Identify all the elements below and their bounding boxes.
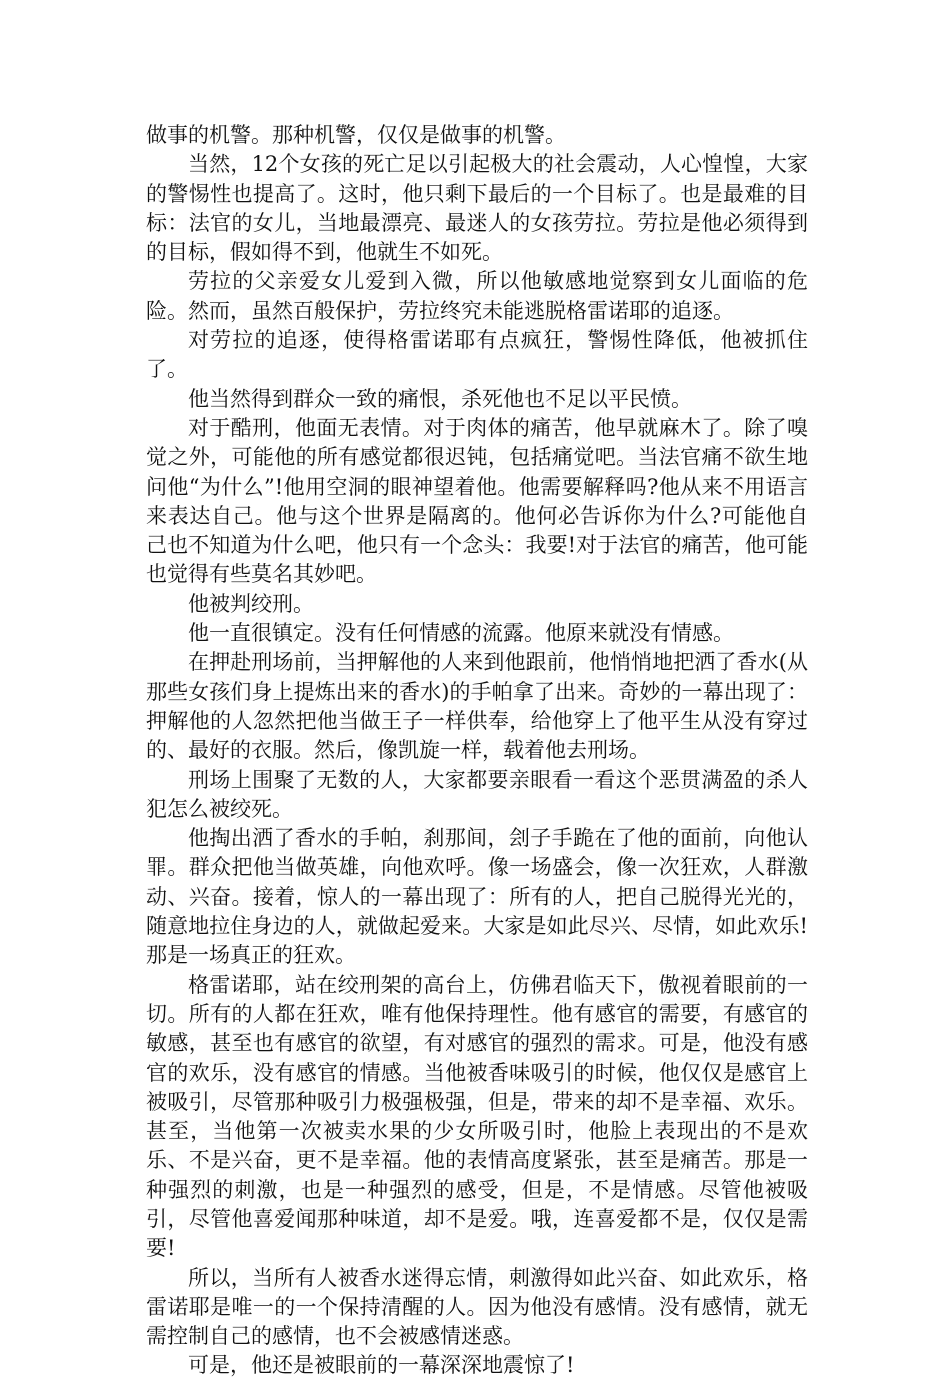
paragraph-9: 在押赴刑场前，当押解他的人来到他跟前，他悄悄地把洒了香水(从那些女孩们身上提炼出来的香水)的手帕拿了出来。奇妙的一幕出现了：押解他的人忽然把他当做王子一样供奉，给他穿上了他平生从没有穿过的、最好的衣服。然后，像凯旋一样，载着他去刑场。	[146, 650, 808, 763]
paragraph-3: 劳拉的父亲爱女儿爱到入微，所以他敏感地觉察到女儿面临的危险。然而，虽然百般保护，劳拉终究未能逃脱格雷诺耶的追逐。	[146, 269, 808, 323]
body-text	[146, 121, 808, 1381]
paragraph-14: 可是，他还是被眼前的一幕深深地震惊了!	[188, 1353, 575, 1378]
paragraph-13: 所以，当所有人被香水迷得忘情，刺激得如此兴奋、如此欢乐，格雷诺耶是唯一的一个保持清醒的人。因为他没有感情。没有感情，就无需控制自己的感情，也不会被感情迷惑。	[146, 1265, 808, 1349]
paragraph-11: 他掏出洒了香水的手帕，刹那间，刽子手跪在了他的面前，向他认罪。群众把他当做英雄，向他欢呼。像一场盛会，像一次狂欢，人群激动、兴奋。接着，惊人的一幕出现了：所有的人，把自己脱得光光的，随意地拉住身边的人，就做起爱来。大家是如此尽兴、尽情，如此欢乐!那是一场真正的狂欢。	[146, 826, 808, 968]
paragraph-12: 格雷诺耶，站在绞刑架的高台上，仿佛君临天下，傲视着眼前的一切。所有的人都在狂欢，唯有他保持理性。他有感官的需要，有感官的敏感，甚至也有感官的欲望，有对感官的强烈的需求。可是，他没有感官的欢乐，没有感官的情感。当他被香味吸引的时候，他仅仅是感官上被吸引，尽管那种吸引力极强极强，但是，带来的却不是幸福、欢乐。甚至，当他第一次被卖水果的少女所吸引时，他脸上表现出的不是欢乐、不是兴奋，更不是幸福。他的表情高度紧张，甚至是痛苦。那是一种强烈的刺激，也是一种强烈的感受，但是，不是情感。尽管他被吸引，尽管他喜爱闻那种味道，却不是爱。哦，连喜爱都不是，仅仅是需要!	[146, 972, 808, 1261]
paragraph-8: 他一直很镇定。没有任何情感的流露。他原来就没有情感。	[188, 621, 734, 646]
paragraph-10: 刑场上围聚了无数的人，大家都要亲眼看一看这个恶贯满盈的杀人犯怎么被绞死。	[146, 767, 808, 821]
paragraph-6: 对于酷刑，他面无表情。对于肉体的痛苦，他早就麻木了。除了嗅觉之外，可能他的所有感觉都很迟钝，包括痛觉吧。当法官痛不欲生地问他“为什么”!他用空洞的眼神望着他。他需要解释吗?他从来不用语言来表达自己。他与这个世界是隔离的。他何必告诉你为什么?可能他自己也不知道为什么吧，他只有一个念头：我要!对于法官的痛苦，他可能也觉得有些莫名其妙吧。	[146, 415, 808, 587]
paragraph-5: 他当然得到群众一致的痛恨，杀死他也不足以平民愤。	[188, 386, 692, 411]
paragraph-1: 做事的机警。那种机警，仅仅是做事的机警。	[146, 123, 566, 147]
paragraph-4: 对劳拉的追逐，使得格雷诺耶有点疯狂，警惕性降低，他被抓住了。	[146, 328, 808, 382]
paragraph-2: 当然，12个女孩的死亡足以引起极大的社会震动，人心惶惶，大家的警惕性也提高了。这时，他只剩下最后的一个目标了。也是最难的目标：法官的女儿，当地最漂亮、最迷人的女孩劳拉。劳拉是他必须得到的目标，假如得不到，他就生不如死。	[146, 152, 808, 265]
paragraph-7: 他被判绞刑。	[188, 591, 314, 616]
